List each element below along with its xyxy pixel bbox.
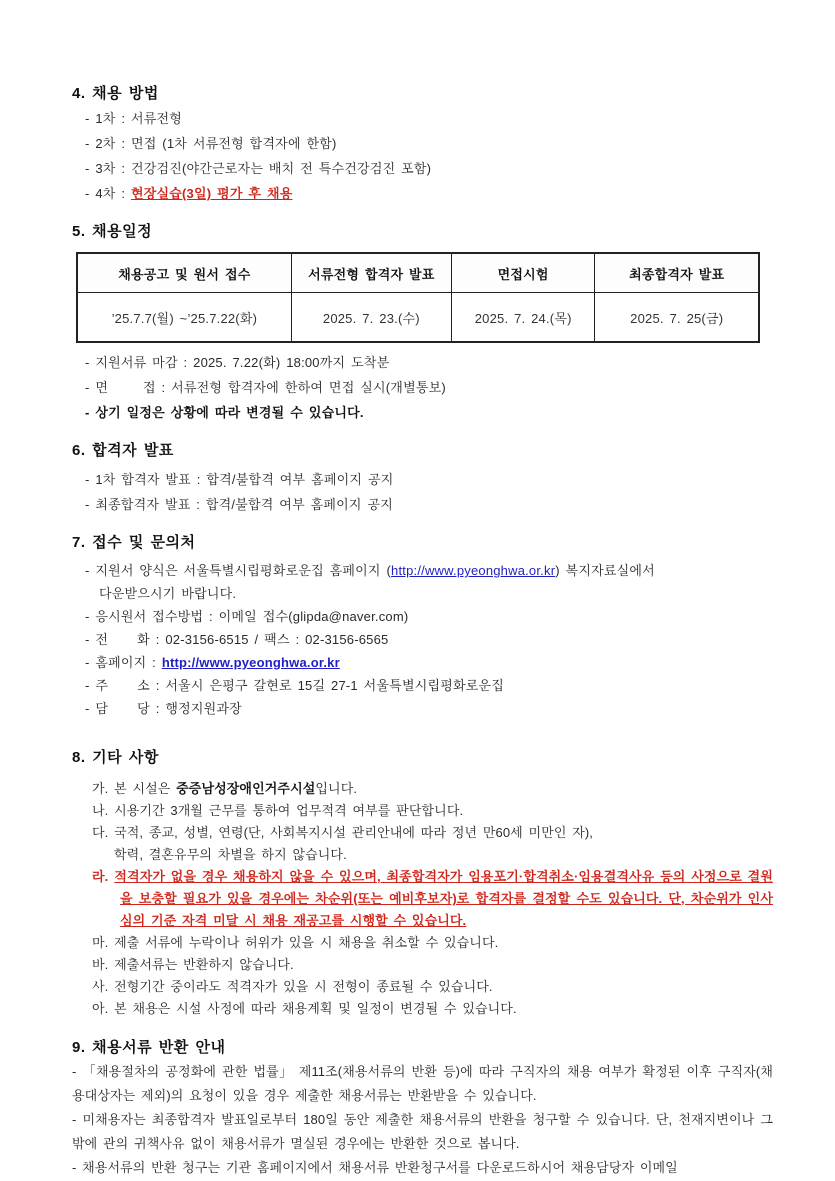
section8-title: 8. 기타 사항 xyxy=(72,749,159,766)
schedule-header-interview: 면접시험 xyxy=(451,253,594,293)
schedule-header-apply: 채용공고 및 원서 접수 xyxy=(77,253,291,293)
schedule-header-final: 최종합격자 발표 xyxy=(595,253,759,293)
section-contact xyxy=(72,531,773,720)
step4-highlight: 현장실습(3일) 평가 후 채용 xyxy=(130,186,293,201)
recruit-step-3: - 3차 : 건강검진(야간근로자는 배치 전 특수건강검진 포함) xyxy=(85,161,432,176)
ra-label: 라. xyxy=(92,869,109,884)
other-item-ra-warning xyxy=(72,866,773,932)
section6-title: 6. 합격자 발표 xyxy=(72,442,174,459)
schedule-note-deadline: - 지원서류 마감 : 2025. 7.22(화) 18:00까지 도착분 xyxy=(85,355,390,370)
return-paragraph-law: - 「채용절차의 공정화에 관한 법률」 제11조(채용서류의 반환 등)에 따라 구직자의 채용 여부가 확정된 이후 구직자(채용대상자는 제외)의 요청이 있을 경우 제출한 채용서류는 반환받을 수 있습니다. xyxy=(72,1064,773,1103)
contact-form-download xyxy=(72,559,773,582)
other-item-da-1: 다. 국적, 종교, 성별, 연령(단, 사회복지시설 관리안내에 따라 정년 만60세 미만인 자), xyxy=(92,825,594,840)
section5-title: 5. 채용일정 xyxy=(72,223,153,240)
ga-suffix: 입니다. xyxy=(315,781,358,796)
schedule-note-change: - 상기 일정은 상황에 따라 변경될 수 있습니다. xyxy=(85,405,364,420)
schedule-data-row xyxy=(77,293,759,343)
section-recruit-method xyxy=(72,82,773,206)
return-paragraph-request: - 채용서류의 반환 청구는 기관 홈페이지에서 채용서류 반환청구서를 다운로드하시어 채용담당자 이메일 xyxy=(72,1160,678,1175)
other-item-ma: 마. 제출 서류에 누락이나 허위가 있을 시 채용을 취소할 수 있습니다. xyxy=(92,935,499,950)
announcement-final: - 최종합격자 발표 : 합격/불합격 여부 홈페이지 공지 xyxy=(85,497,393,512)
contact-address: - 주 소 : 서울시 은평구 갈현로 15길 27-1 서울특별시립평화로운집 xyxy=(85,678,505,693)
form-line-prefix: - 지원서 양식은 서울특별시립평화로운집 홈페이지 ( xyxy=(85,563,392,578)
section4-title: 4. 채용 방법 xyxy=(72,85,159,102)
announcement-first: - 1차 합격자 발표 : 합격/불합격 여부 홈페이지 공지 xyxy=(85,472,394,487)
section-schedule xyxy=(72,220,773,425)
contact-form-download-cont: 다운받으시기 바랍니다. xyxy=(99,586,237,601)
contact-phone-fax: - 전 화 : 02-3156-6515 / 팩스 : 02-3156-6565 xyxy=(85,632,389,647)
step4-prefix: - 4차 : xyxy=(85,186,131,201)
schedule-cell-apply: ’25.7.7(월) ~’25.7.22(화) xyxy=(77,293,291,343)
homepage-label: - 홈페이지 : xyxy=(85,655,162,670)
recruit-step-2: - 2차 : 면접 (1차 서류전형 합격자에 한함) xyxy=(85,136,337,151)
schedule-header-row xyxy=(77,253,759,293)
form-line-suffix: ) 복지자료실에서 xyxy=(555,563,655,578)
section9-title: 9. 채용서류 반환 안내 xyxy=(72,1039,226,1056)
other-item-ba: 바. 제출서류는 반환하지 않습니다. xyxy=(92,957,294,972)
other-item-ga xyxy=(72,778,773,800)
ra-warning-text: 적격자가 없을 경우 채용하지 않을 수 있으며, 최종합격자가 임용포기·합격취소·임용결격사유 등의 사정으로 결원을 보충할 필요가 있을 경우에는 차순위(또는 예비후보자)로 합격자를 결정할 수도 있습니다. 단, 차순위가 인사심의 기준 자격 미달 시 채용 재공고를 시행할 수 있습니다. xyxy=(114,869,773,928)
schedule-table xyxy=(76,252,760,343)
section-announcement xyxy=(72,439,773,517)
recruit-step-4 xyxy=(72,181,773,206)
ga-facility-name: 중증남성장애인거주시설 xyxy=(176,781,316,796)
other-item-da-2: 학력, 결혼유무의 차별을 하지 않습니다. xyxy=(114,847,347,862)
ga-prefix: 가. 본 시설은 xyxy=(92,781,177,796)
schedule-cell-final: 2025. 7. 25(금) xyxy=(595,293,759,343)
contact-homepage xyxy=(72,651,773,674)
return-paragraph-period: - 미채용자는 최종합격자 발표일로부터 180일 동안 제출한 채용서류의 반환을 청구할 수 있습니다. 단, 천재지변이나 그 밖에 관의 귀책사유 없이 채용서류가 멸실된 경우에는 반환한 것으로 봅니다. xyxy=(72,1112,773,1151)
schedule-cell-doc-result: 2025. 7. 23.(수) xyxy=(291,293,451,343)
section7-title: 7. 접수 및 문의처 xyxy=(72,534,196,551)
homepage-link-2[interactable]: http://www.pyeonghwa.or.kr xyxy=(161,655,340,670)
schedule-note-interview: - 면 접 : 서류전형 합격자에 한하여 면접 실시(개별통보) xyxy=(85,380,446,395)
section-document-return xyxy=(72,1036,773,1180)
contact-manager: - 담 당 : 행정지원과장 xyxy=(85,701,242,716)
other-item-na: 나. 시용기간 3개월 근무를 통하여 업무적격 여부를 판단합니다. xyxy=(92,803,464,818)
recruit-step-1: - 1차 : 서류전형 xyxy=(85,111,182,126)
schedule-header-doc-result: 서류전형 합격자 발표 xyxy=(291,253,451,293)
homepage-link[interactable]: http://www.pyeonghwa.or.kr xyxy=(391,563,556,578)
other-item-sa: 사. 전형기간 중이라도 적격자가 있을 시 전형이 종료될 수 있습니다. xyxy=(92,979,493,994)
schedule-cell-interview: 2025. 7. 24.(목) xyxy=(451,293,594,343)
contact-apply-method: - 응시원서 접수방법 : 이메일 접수(glipda@naver.com) xyxy=(85,609,409,624)
section-other-matters xyxy=(72,746,773,1020)
other-item-ah: 아. 본 채용은 시설 사정에 따라 채용계획 및 일정이 변경될 수 있습니다. xyxy=(92,1001,517,1016)
